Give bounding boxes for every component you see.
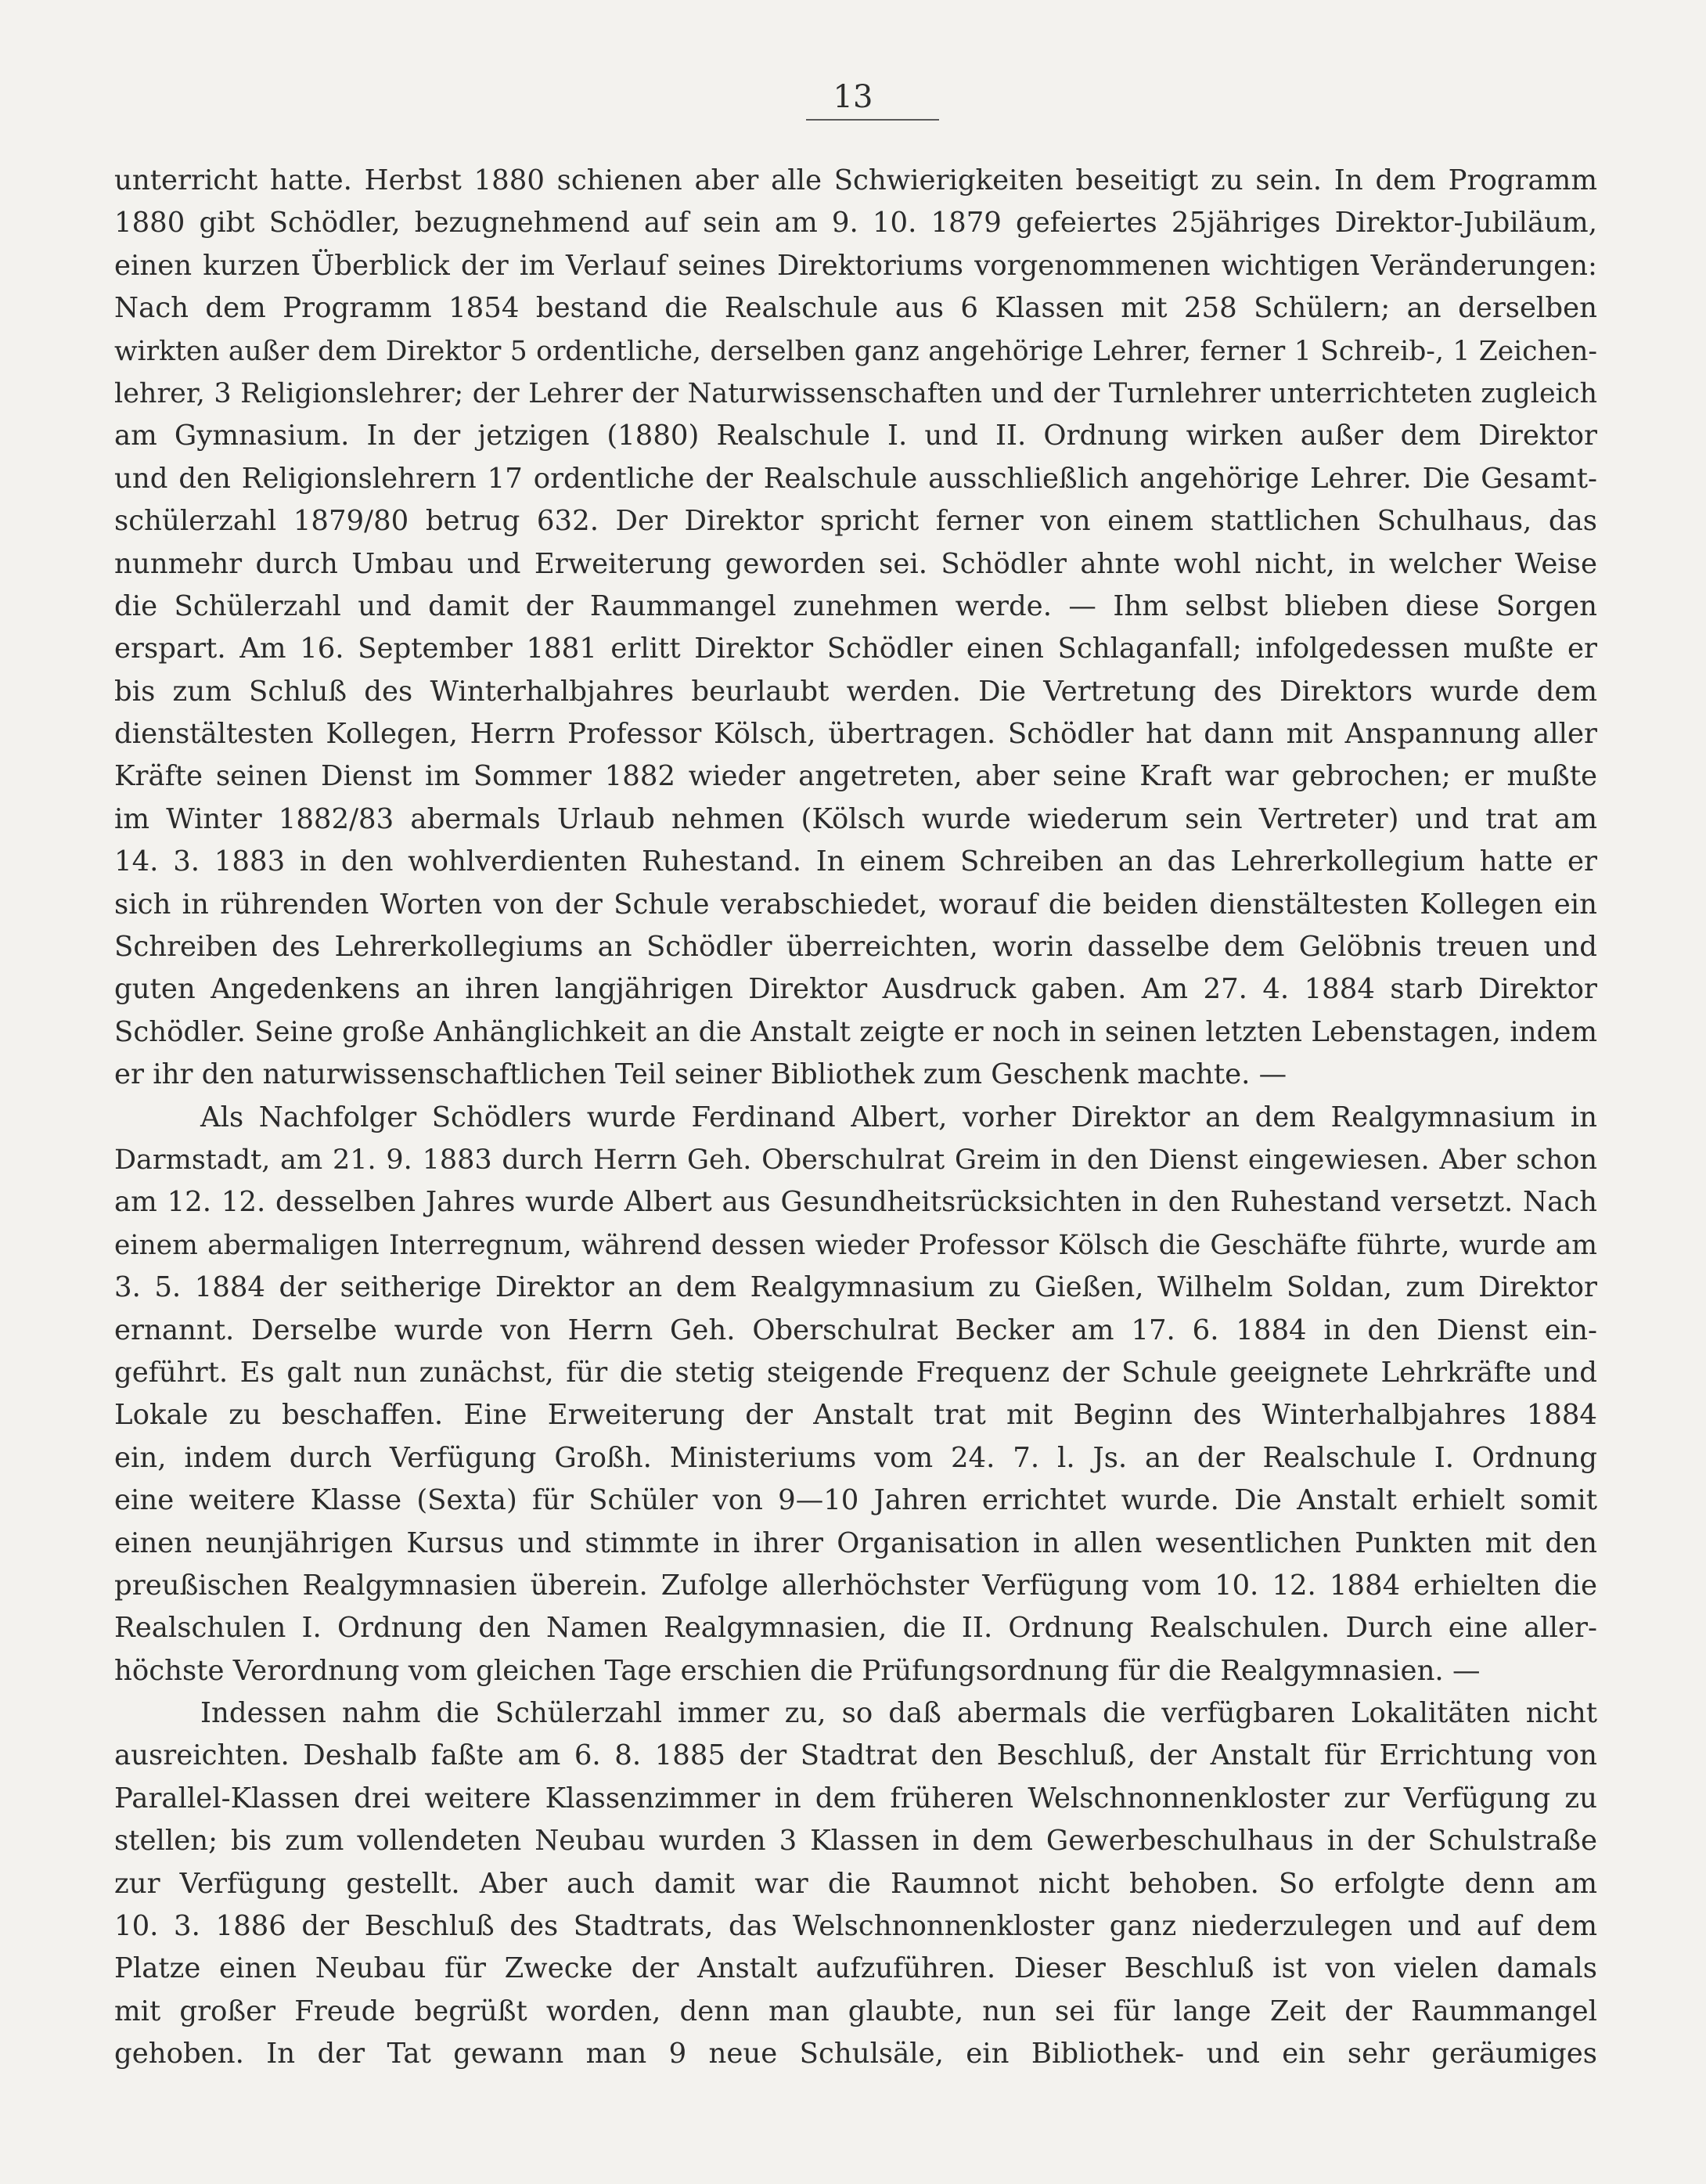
text-line: Platze einen Neubau für Zwecke der Anstalt aufzuführen. Dieser Beschluß ist von vielen damals [114, 1952, 1597, 1985]
page-number-rule [806, 119, 939, 121]
text-line: Nach dem Programm 1854 bestand die Realschule aus 6 Klassen mit 258 Schülern; an derselben [114, 292, 1597, 325]
text-line: lehrer, 3 Religionslehrer; der Lehrer der Naturwissenschaften und der Turnlehrer unterrichteten zugleich [114, 377, 1597, 409]
text-line: bis zum Schluß des Winterhalbjahres beurlaubt werden. Die Vertretung des Direktors wurde dem [114, 675, 1597, 708]
text-line: ausreichten. Deshalb faßte am 6. 8. 1885 der Stadtrat den Beschluß, der Anstalt für Errichtung von [114, 1739, 1597, 1772]
text-line: guten Angedenkens an ihren langjährigen Direktor Ausdruck gaben. Am 27. 4. 1884 starb Direktor [114, 973, 1597, 1006]
text-line: sich in rührenden Worten von der Schule verabschiedet, worauf die beiden dienstältesten Kollegen ein [114, 888, 1597, 921]
text-line: erspart. Am 16. September 1881 erlitt Direktor Schödler einen Schlaganfall; infolgedessen mußte er [114, 632, 1597, 665]
text-line: Lokale zu beschaffen. Eine Erweiterung der Anstalt trat mit Beginn des Winterhalbjahres 1884 [114, 1399, 1597, 1432]
text-line: mit großer Freude begrüßt worden, denn man glaubte, nun sei für lange Zeit der Raummangel [114, 1995, 1597, 2027]
text-line: höchste Verordnung vom gleichen Tage erschien die Prüfungsordnung für die Realgymnasien. — [114, 1654, 1481, 1687]
text-line: schülerzahl 1879/80 betrug 632. Der Direktor spricht ferner von einem stattlichen Schulhaus, das [114, 505, 1597, 538]
text-line: am Gymnasium. In der jetzigen (1880) Realschule I. und II. Ordnung wirken außer dem Direktor [114, 420, 1597, 452]
paragraph-1 [114, 160, 1597, 1097]
text-line: nunmehr durch Umbau und Erweiterung geworden sei. Schödler ahnte wohl nicht, in welcher Weise [114, 547, 1597, 580]
text-line: er ihr den naturwissenschaftlichen Teil seiner Bibliothek zum Geschenk machte. — [114, 1058, 1287, 1091]
text-line: wirkten außer dem Direktor 5 ordentliche, derselben ganz angehörige Lehrer, ferner 1 Schreib-, 1 Zeichen- [114, 335, 1597, 367]
text-line: Darmstadt, am 21. 9. 1883 durch Herrn Geh. Oberschulrat Greim in den Dienst eingewiesen. Aber schon [114, 1144, 1597, 1176]
text-line: stellen; bis zum vollendeten Neubau wurden 3 Klassen in dem Gewerbeschulhaus in der Schulstraße [114, 1825, 1597, 1858]
text-line: zur Verfügung gestellt. Aber auch damit war die Raumnot nicht behoben. So erfolgte denn am [114, 1867, 1597, 1900]
text-line: gehoben. In der Tat gewann man 9 neue Schulsäle, ein Bibliothek- und ein sehr geräumiges [114, 2038, 1597, 2070]
text-line: 1880 gibt Schödler, bezugnehmend auf sein am 9. 10. 1879 gefeiertes 25jähriges Direktor-Jubiläum, [114, 207, 1597, 240]
text-line: geführt. Es galt nun zunächst, für die stetig steigende Frequenz der Schule geeignete Lehrkräfte und [114, 1356, 1597, 1389]
text-line: Parallel-Klassen drei weitere Klassenzimmer in dem früheren Welschnonnenkloster zur Verfügung zu [114, 1782, 1597, 1815]
text-line: Realschulen I. Ordnung den Namen Realgymnasien, die II. Ordnung Realschulen. Durch eine aller- [114, 1612, 1597, 1645]
page-number: 13 [833, 79, 873, 115]
text-line: einen kurzen Überblick der im Verlauf seines Direktoriums vorgenommenen wichtigen Veränderungen: [114, 249, 1597, 282]
body-text [114, 160, 1597, 2076]
text-line: Kräfte seinen Dienst im Sommer 1882 wieder angetreten, aber seine Kraft war gebrochen; er mußte [114, 760, 1597, 793]
text-line: Schödler. Seine große Anhänglichkeit an die Anstalt zeigte er noch in seinen letzten Lebenstagen, indem [114, 1015, 1597, 1048]
text-line: und den Religionslehrern 17 ordentliche der Realschule ausschließlich angehörige Lehrer. Die Gesamt- [114, 462, 1597, 495]
text-line: ernannt. Derselbe wurde von Herrn Geh. Oberschulrat Becker am 17. 6. 1884 in den Dienst ein- [114, 1314, 1597, 1346]
text-line: Indessen nahm die Schülerzahl immer zu, so daß abermals die verfügbaren Lokalitäten nicht [200, 1697, 1597, 1730]
paragraph-3 [114, 1692, 1597, 2076]
paragraph-2 [114, 1097, 1597, 1692]
text-line: dienstältesten Kollegen, Herrn Professor Kölsch, übertragen. Schödler hat dann mit Anspannung aller [114, 718, 1597, 751]
text-line: eine weitere Klasse (Sexta) für Schüler von 9—10 Jahren errichtet wurde. Die Anstalt erhielt somit [114, 1484, 1597, 1517]
text-line: 3. 5. 1884 der seitherige Direktor an dem Realgymnasium zu Gießen, Wilhelm Soldan, zum Direktor [114, 1271, 1597, 1304]
text-line: einem abermaligen Interregnum, während dessen wieder Professor Kölsch die Geschäfte führte, wurde am [114, 1229, 1597, 1261]
text-line: Als Nachfolger Schödlers wurde Ferdinand Albert, vorher Direktor an dem Realgymnasium in [200, 1101, 1597, 1133]
text-line: ein, indem durch Verfügung Großh. Ministeriums vom 24. 7. l. Js. an der Realschule I. Ordnung [114, 1441, 1597, 1474]
text-line: die Schülerzahl und damit der Raummangel zunehmen werde. — Ihm selbst blieben diese Sorgen [114, 589, 1597, 622]
text-line: preußischen Realgymnasien überein. Zufolge allerhöchster Verfügung vom 10. 12. 1884 erhielten die [114, 1569, 1597, 1602]
text-line: am 12. 12. desselben Jahres wurde Albert aus Gesundheitsrücksichten in den Ruhestand versetzt. Nach [114, 1186, 1597, 1219]
text-line: 10. 3. 1886 der Beschluß des Stadtrats, das Welschnonnenkloster ganz niederzulegen und auf dem [114, 1910, 1597, 1943]
text-line: im Winter 1882/83 abermals Urlaub nehmen (Kölsch wurde wiederum sein Vertreter) und trat am [114, 802, 1597, 835]
text-line: Schreiben des Lehrerkollegiums an Schödler überreichten, worin dasselbe dem Gelöbnis treuen und [114, 931, 1597, 964]
text-line: 14. 3. 1883 in den wohlverdienten Ruhestand. In einem Schreiben an das Lehrerkollegium hatte er [114, 845, 1597, 878]
text-line: einen neunjährigen Kursus und stimmte in ihrer Organisation in allen wesentlichen Punkten mit den [114, 1526, 1597, 1559]
text-line: unterricht hatte. Herbst 1880 schienen aber alle Schwierigkeiten beseitigt zu sein. In dem Programm [114, 164, 1597, 196]
